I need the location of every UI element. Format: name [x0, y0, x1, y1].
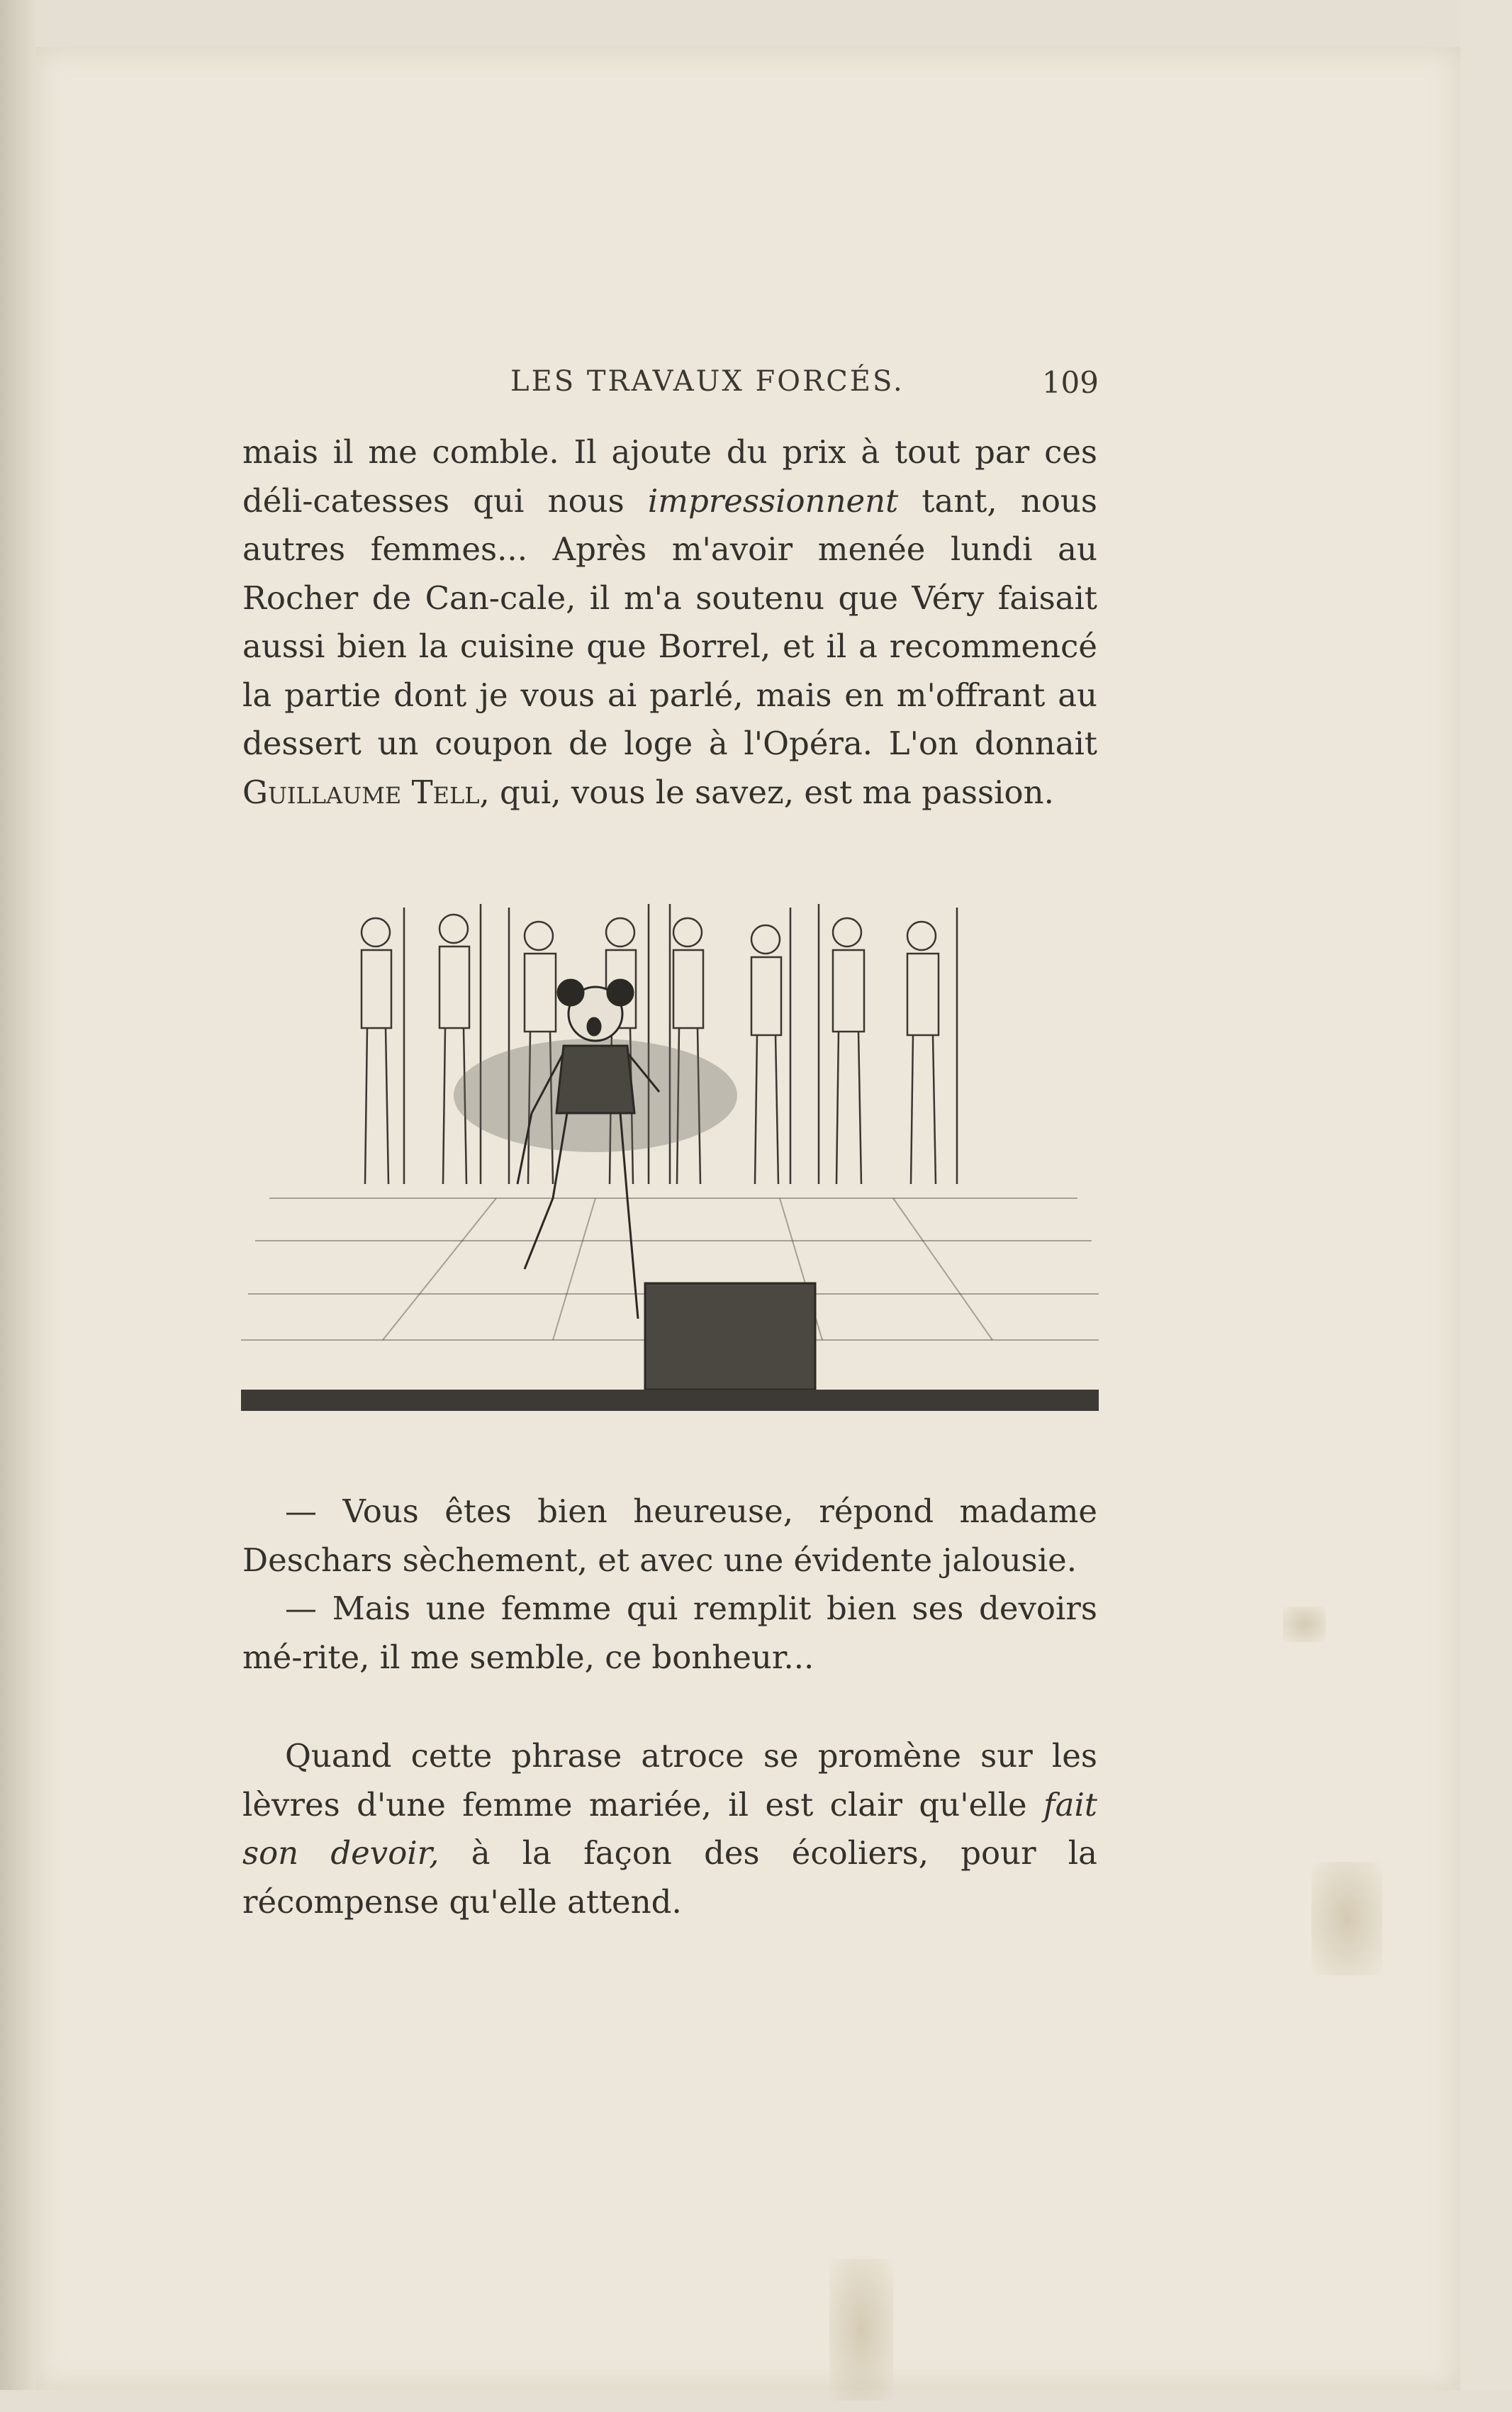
paper-top-edge	[0, 0, 1512, 47]
paragraph-2	[242, 1732, 1097, 1926]
italic-word: impressionnent	[647, 481, 899, 520]
singer-figure	[454, 980, 737, 1319]
paper-stain	[829, 2259, 893, 2401]
paragraph-1-text-a: mais il me comble. Il ajoute du prix à tout par ces déli-catesses qui nous	[242, 433, 1097, 520]
dialogue-line-1: — Vous êtes bien heureuse, répond madame Deschars sèchement, et avec une évidente jalousie.	[242, 1492, 1097, 1579]
stage-edge	[241, 1390, 1099, 1411]
paragraph-2-text-b: à la façon des écoliers, pour la récompense qu'elle attend.	[242, 1834, 1097, 1921]
paper-bottom-edge	[0, 2390, 1512, 2412]
paragraph-1	[242, 428, 1097, 817]
paragraph-1-text-b: tant, nous autres femmes... Après m'avoir menée lundi au Rocher de Can-cale, il m'a soutenu que Véry faisait aussi bien la cuisine que Borrel, et il a recommencé la partie dont je vous ai parlé, mais en m'offrant au dessert un coupon de loge à l'Opéra. L'on donnait	[242, 481, 1098, 762]
dialogue-line-2: — Mais une femme qui remplit bien ses devoirs mé-rite, il me semble, ce bonheur...	[242, 1590, 1097, 1676]
opera-title: Guillaume Tell	[242, 773, 480, 811]
paper-right-edge	[1460, 0, 1512, 2412]
page-number: 109	[1041, 365, 1099, 400]
prompter-box	[645, 1283, 815, 1390]
paper-stain	[1311, 1862, 1382, 1975]
paragraph-1-text-c: , qui, vous le savez, est ma passion.	[479, 773, 1054, 811]
guard-figure	[362, 908, 404, 1184]
dialogue	[242, 1487, 1097, 1682]
stage-illustration	[241, 900, 1099, 1411]
paper-stain	[1283, 1607, 1326, 1642]
running-title: LES TRAVAUX FORCÉS.	[510, 365, 905, 398]
page-header	[241, 365, 1099, 408]
paper-left-edge	[0, 0, 35, 2412]
italic-phrase: fait son devoir,	[242, 1785, 1097, 1872]
paragraph-2-text-a: Quand cette phrase atroce se promène sur les lèvres d'une femme mariée, il est clair qu'elle	[242, 1737, 1097, 1824]
